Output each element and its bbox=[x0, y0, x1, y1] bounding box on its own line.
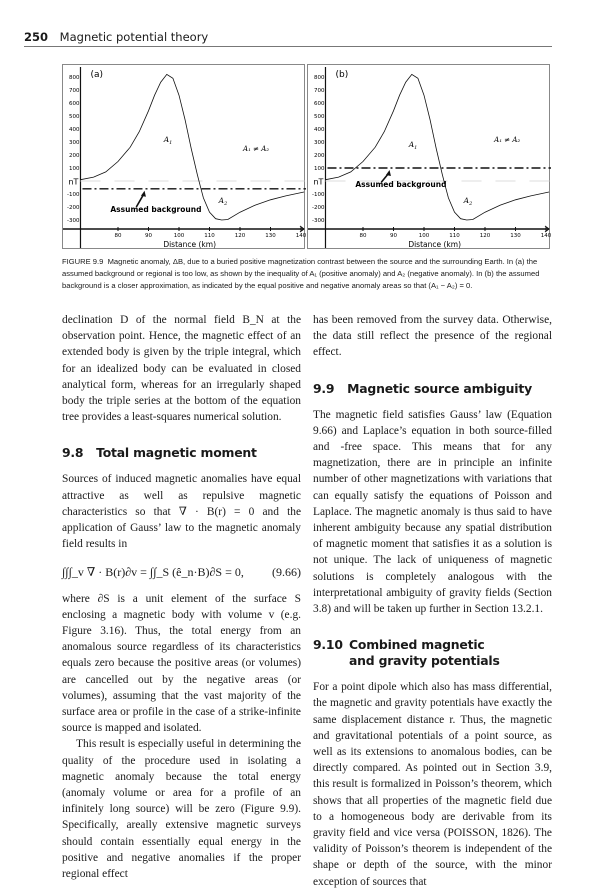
y-tick-label: -300 bbox=[312, 218, 325, 224]
area-label-a1: $A_1$ bbox=[163, 135, 173, 146]
x-tick-label: 130 bbox=[265, 233, 276, 239]
background-label: Assumed background bbox=[110, 205, 202, 215]
paragraph: This result is especially useful in determining the quality of the procedure used in isolating a magnetic anomaly because the total energy (anomaly volume or area for a profile of an infinitely long source) will be zero (Figure 9.9). Specifically, areally extensive magnetic surveys should contain essentially equal energy in the positive and negative anomalies if the proper regional effect bbox=[62, 738, 301, 881]
y-tick-label: 400 bbox=[313, 127, 325, 133]
y-tick-label: 700 bbox=[313, 88, 325, 94]
equation-9-66 bbox=[62, 564, 301, 580]
x-tick-label: 120 bbox=[479, 233, 491, 239]
x-tick-label: 130 bbox=[510, 233, 521, 239]
paragraph: Sources of induced magnetic anomalies have equal attractive as well as repulsive magnetic characteristics so that ∇ · B(r) = 0 and the application of Gauss’ law to the magnetic anomaly field results in bbox=[62, 473, 301, 551]
area-label-a2: $A_2$ bbox=[218, 196, 228, 208]
y-tick-label: -100 bbox=[67, 192, 80, 198]
x-tick-label: 110 bbox=[204, 233, 215, 239]
y-tick-label: 600 bbox=[68, 101, 80, 107]
y-axis-label: nT bbox=[313, 177, 324, 187]
figure-panel-b bbox=[307, 64, 550, 249]
running-header bbox=[24, 30, 552, 47]
y-tick-label: 100 bbox=[313, 166, 325, 172]
equation-body: ∫∫∫_v ∇ · B(r)∂v = ∫∫_S (ê_n·B)∂S = 0, bbox=[62, 565, 244, 580]
background-label: Assumed background bbox=[355, 179, 447, 189]
paragraph: where ∂S is a unit element of the surface S enclosing a magnetic body with volume v (e.g. Figure 3.16). Thus, the total energy from an anomalous source regardless of its characteristics equals zero because the positive areas (or volumes) are cancelled out by the negative areas (or volumes), assuming that the vast majority of the surface area or profile in the case of a strike-infinite source is mapped and isolated. bbox=[62, 592, 301, 735]
chart-a bbox=[63, 65, 306, 250]
y-tick-label: 700 bbox=[68, 88, 80, 94]
paragraph: declination D of the normal field B_N at the observation point. Hence, the magnetic effect of an extended body is given by the triple integral, which for an idealized body can be evaluated in closed analytical form, whereas for an irregularly shaped body the triple series at the bottom of the equation tree provides a least-squares numerical solution. bbox=[62, 314, 301, 424]
section-heading-9-8: 9.8 Total magnetic moment bbox=[62, 445, 257, 461]
y-tick-label: -200 bbox=[312, 205, 325, 211]
y-tick-label: -200 bbox=[67, 205, 80, 211]
right-column bbox=[313, 312, 552, 890]
panel-label: (a) bbox=[90, 70, 104, 80]
y-tick-label: 200 bbox=[68, 153, 80, 159]
y-tick-label: -300 bbox=[67, 218, 80, 224]
x-axis-label: Distance (km) bbox=[163, 240, 217, 249]
y-tick-label: 500 bbox=[68, 114, 80, 120]
area-label-a2: $A_2$ bbox=[463, 196, 473, 208]
anomaly-curve bbox=[81, 74, 305, 220]
x-tick-label: 90 bbox=[390, 233, 397, 239]
figure-caption bbox=[62, 256, 552, 292]
y-axis-label: nT bbox=[68, 177, 79, 187]
inequality-label: A₁ ≠ A₂ bbox=[494, 136, 521, 144]
y-tick-label: 300 bbox=[68, 140, 80, 146]
caption-label: FIGURE 9.9 bbox=[62, 257, 104, 266]
y-tick-label: 100 bbox=[68, 166, 80, 172]
x-tick-label: 80 bbox=[359, 233, 367, 239]
x-tick-label: 110 bbox=[449, 233, 460, 239]
y-tick-label: 600 bbox=[313, 101, 325, 107]
caption-text: Magnetic anomaly, ΔB, due to a buried positive magnetization contrast between the source and the surrounding Earth. In (a) the assumed background or regional is too low, as shown by the inequality of A₁ (positive anomaly) and A₂ (negative anomaly). In (b) the assumed background is a closer approximation, as indicated by the equal positive and negative anomaly areas so that (A₁ − A₂) = 0. bbox=[62, 257, 540, 290]
y-tick-label: 500 bbox=[313, 114, 325, 120]
paragraph: has been removed from the survey data. Otherwise, the data still reflect the presence of the regional effect. bbox=[313, 314, 552, 359]
section-heading-9-9: 9.9 Magnetic source ambiguity bbox=[313, 380, 532, 396]
x-tick-label: 120 bbox=[234, 233, 246, 239]
arrow-head bbox=[141, 191, 146, 197]
x-tick-label: 100 bbox=[173, 233, 185, 239]
section-heading-9-10: 9.10 Combined magnetic and gravity potentials bbox=[313, 637, 500, 669]
y-tick-label: 800 bbox=[68, 75, 80, 81]
anomaly-curve bbox=[326, 74, 550, 220]
paragraph: The magnetic field satisfies Gauss’ law (Equation 9.66) and Laplace’s equation in both source-filled and -free space. This means that for any magnetization, there are in principle an infinite number of other magnetizations with variations that can equally satisfy the equations of Poisson and Laplace. The magnetic anomaly is thus said to have inherent ambiguity because any spatial distribution of magnetic moment that satisfies it as a solution is not unique. The lack of uniqueness of magnetic solutions is completely analogous with the interpretational ambiguity of gravity fields (Section 3.8) and will be taken up further in Section 13.2.1. bbox=[313, 408, 552, 616]
chart-b bbox=[308, 65, 551, 250]
x-tick-label: 80 bbox=[114, 233, 122, 239]
panel-label: (b) bbox=[335, 70, 349, 80]
figure-panel-a bbox=[62, 64, 305, 249]
arrow-head bbox=[386, 170, 391, 176]
y-tick-label: 200 bbox=[313, 153, 325, 159]
y-tick-label: 300 bbox=[313, 140, 325, 146]
running-title: Magnetic potential theory bbox=[59, 30, 209, 44]
x-axis-label: Distance (km) bbox=[408, 240, 462, 249]
y-tick-label: -100 bbox=[312, 192, 325, 198]
left-column bbox=[62, 312, 301, 882]
x-tick-label: 140 bbox=[540, 233, 551, 239]
page-number: 250 bbox=[24, 30, 49, 44]
y-tick-label: 400 bbox=[68, 127, 80, 133]
x-tick-label: 100 bbox=[418, 233, 430, 239]
x-tick-label: 140 bbox=[295, 233, 306, 239]
x-tick-label: 90 bbox=[145, 233, 152, 239]
paragraph: For a point dipole which also has mass differential, the magnetic and gravity potentials have exactly the same displacement distance r. Thus, the magnetic and gravitational potentials of a point source, as well as its extensions to anomalous bodies, can be directly compared. As pointed out in Section 3.9, this result is formalized in Poisson’s theorem, which shows that all properties of the magnetic field due to a homogeneous body are derivable from its gravity field and vice versa (POISSON, 1826). The validity of Poisson’s theorem is independent of the shape or depth of the source, with the minor exception of sources that bbox=[313, 681, 552, 888]
area-label-a1: $A_1$ bbox=[408, 140, 418, 152]
y-tick-label: 800 bbox=[313, 75, 325, 81]
inequality-label: A₁ ≠ A₂ bbox=[243, 145, 270, 154]
equation-number: (9.66) bbox=[272, 565, 301, 580]
